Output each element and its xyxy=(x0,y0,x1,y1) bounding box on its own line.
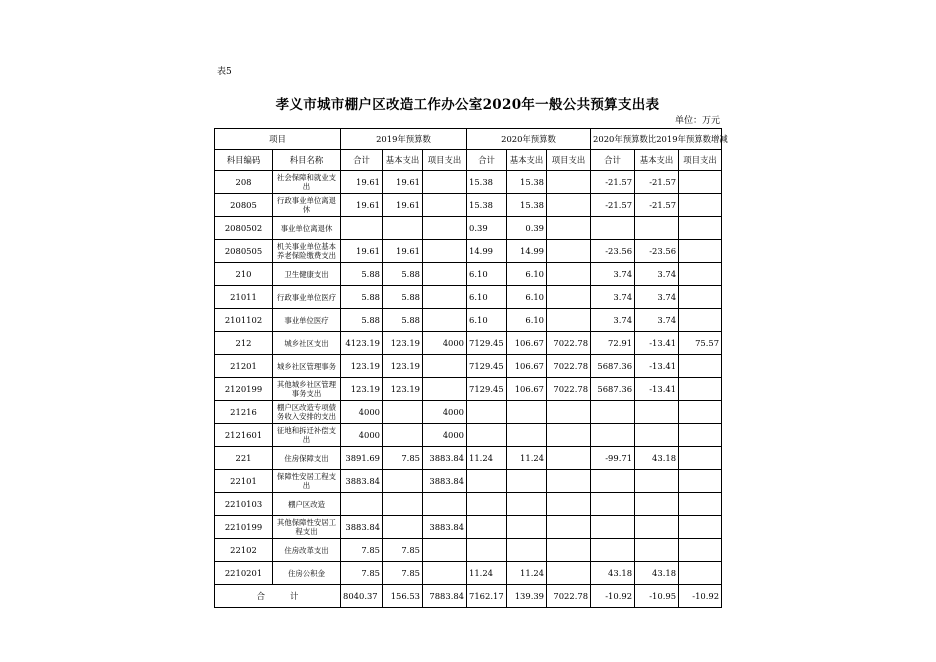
cell-diff-project xyxy=(679,493,722,516)
cell-2019-basic: 5.88 xyxy=(383,286,423,309)
cell-2019-total: 4000 xyxy=(341,424,383,447)
cell-diff-total xyxy=(591,401,635,424)
cell-diff-project xyxy=(679,378,722,401)
cell-2019-basic xyxy=(383,470,423,493)
cell-2019-project xyxy=(423,194,467,217)
cell-diff-basic xyxy=(635,401,679,424)
cell-2020-basic: 6.10 xyxy=(507,309,547,332)
table-row xyxy=(215,424,722,447)
cell-2020-project xyxy=(547,240,591,263)
cell-2019-total: 4000 xyxy=(341,401,383,424)
cell-diff-project xyxy=(679,171,722,194)
cell-diff-basic: 3.74 xyxy=(635,263,679,286)
cell-2019-project xyxy=(423,263,467,286)
table-header-row-1 xyxy=(215,129,722,150)
cell-2020-total: 14.99 xyxy=(467,240,507,263)
table-row xyxy=(215,171,722,194)
cell-subject-name: 征地和拆迁补偿支出 xyxy=(273,424,341,447)
table-number-label: 表5 xyxy=(217,67,232,77)
cell-2019-basic xyxy=(383,401,423,424)
cell-2020-project xyxy=(547,217,591,240)
cell-2019-total: 123.19 xyxy=(341,378,383,401)
cell-subject-code: 2101102 xyxy=(215,309,273,332)
cell-2020-basic: 6.10 xyxy=(507,286,547,309)
header-2019-budget: 2019年预算数 xyxy=(341,129,467,150)
cell-2019-total xyxy=(341,493,383,516)
cell-2020-project xyxy=(547,194,591,217)
cell-subject-code: 2080505 xyxy=(215,240,273,263)
cell-subject-name: 城乡社区管理事务 xyxy=(273,355,341,378)
cell-subject-name: 棚户区改造专项债务收入安排的支出 xyxy=(273,401,341,424)
cell-2019-total: 4123.19 xyxy=(341,332,383,355)
total-diff-basic: -10.95 xyxy=(635,585,679,608)
cell-subject-name: 其他城乡社区管理事务支出 xyxy=(273,378,341,401)
cell-2020-total: 7129.45 xyxy=(467,355,507,378)
cell-2020-project xyxy=(547,309,591,332)
cell-diff-basic xyxy=(635,493,679,516)
cell-2019-project xyxy=(423,217,467,240)
cell-diff-project xyxy=(679,424,722,447)
cell-2019-basic: 123.19 xyxy=(383,355,423,378)
cell-2019-total: 19.61 xyxy=(341,240,383,263)
cell-2019-total: 5.88 xyxy=(341,286,383,309)
cell-diff-total: 43.18 xyxy=(591,562,635,585)
cell-diff-total: -99.71 xyxy=(591,447,635,470)
cell-2020-basic xyxy=(507,516,547,539)
header-diff-project: 项目支出 xyxy=(679,150,722,171)
cell-subject-code: 2210199 xyxy=(215,516,273,539)
cell-2020-project xyxy=(547,562,591,585)
cell-2019-project: 3883.84 xyxy=(423,447,467,470)
unit-label: 单位：万元 xyxy=(674,116,720,126)
header-diff-total: 合计 xyxy=(591,150,635,171)
cell-2020-basic: 14.99 xyxy=(507,240,547,263)
cell-2019-total: 5.88 xyxy=(341,263,383,286)
cell-subject-name: 城乡社区支出 xyxy=(273,332,341,355)
cell-2019-total: 3883.84 xyxy=(341,470,383,493)
cell-2020-total: 15.38 xyxy=(467,171,507,194)
cell-2020-total xyxy=(467,401,507,424)
cell-diff-project xyxy=(679,355,722,378)
table-row xyxy=(215,217,722,240)
cell-diff-total xyxy=(591,539,635,562)
cell-2019-basic: 5.88 xyxy=(383,263,423,286)
total-diff-total: -10.92 xyxy=(591,585,635,608)
cell-subject-code: 208 xyxy=(215,171,273,194)
cell-subject-name: 事业单位医疗 xyxy=(273,309,341,332)
cell-subject-name: 行政事业单位医疗 xyxy=(273,286,341,309)
table-row xyxy=(215,378,722,401)
cell-2020-basic xyxy=(507,424,547,447)
cell-2019-basic xyxy=(383,217,423,240)
header-2020-budget: 2020年预算数 xyxy=(467,129,591,150)
cell-subject-name: 棚户区改造 xyxy=(273,493,341,516)
cell-2020-total xyxy=(467,424,507,447)
cell-subject-code: 21201 xyxy=(215,355,273,378)
table-row xyxy=(215,539,722,562)
table-row xyxy=(215,401,722,424)
total-2019-project: 7883.84 xyxy=(423,585,467,608)
table-row xyxy=(215,194,722,217)
cell-2019-basic xyxy=(383,424,423,447)
cell-subject-name: 社会保障和就业支出 xyxy=(273,171,341,194)
cell-2020-total: 11.24 xyxy=(467,447,507,470)
cell-subject-code: 2120199 xyxy=(215,378,273,401)
cell-2019-total: 19.61 xyxy=(341,194,383,217)
cell-diff-project xyxy=(679,263,722,286)
cell-2020-total: 6.10 xyxy=(467,263,507,286)
cell-2019-project: 4000 xyxy=(423,401,467,424)
cell-2020-total: 11.24 xyxy=(467,562,507,585)
header-diff-basic: 基本支出 xyxy=(635,150,679,171)
cell-diff-basic: -13.41 xyxy=(635,332,679,355)
cell-2020-total xyxy=(467,493,507,516)
cell-diff-basic: -21.57 xyxy=(635,194,679,217)
cell-subject-name: 行政事业单位离退休 xyxy=(273,194,341,217)
cell-diff-project xyxy=(679,516,722,539)
cell-2019-basic: 7.85 xyxy=(383,562,423,585)
cell-2020-project xyxy=(547,516,591,539)
cell-diff-basic: -13.41 xyxy=(635,355,679,378)
cell-diff-project xyxy=(679,217,722,240)
cell-2020-basic: 11.24 xyxy=(507,562,547,585)
cell-subject-name: 其他保障性安居工程支出 xyxy=(273,516,341,539)
cell-2020-total: 15.38 xyxy=(467,194,507,217)
cell-diff-project xyxy=(679,309,722,332)
cell-2020-project xyxy=(547,539,591,562)
cell-diff-project xyxy=(679,470,722,493)
total-2020-total: 7162.17 xyxy=(467,585,507,608)
cell-2019-basic: 19.61 xyxy=(383,240,423,263)
header-2019-basic: 基本支出 xyxy=(383,150,423,171)
table-row xyxy=(215,562,722,585)
cell-diff-total xyxy=(591,470,635,493)
cell-2019-project xyxy=(423,240,467,263)
cell-subject-code: 221 xyxy=(215,447,273,470)
cell-2019-project xyxy=(423,539,467,562)
cell-diff-total: 5687.36 xyxy=(591,355,635,378)
cell-2019-total: 123.19 xyxy=(341,355,383,378)
cell-2020-basic xyxy=(507,401,547,424)
total-diff-project: -10.92 xyxy=(679,585,722,608)
header-2019-total: 合计 xyxy=(341,150,383,171)
table-row xyxy=(215,447,722,470)
cell-diff-basic xyxy=(635,217,679,240)
cell-2019-project: 3883.84 xyxy=(423,470,467,493)
cell-diff-project xyxy=(679,562,722,585)
cell-diff-total xyxy=(591,516,635,539)
cell-2019-project xyxy=(423,355,467,378)
total-2020-basic: 139.39 xyxy=(507,585,547,608)
table-row xyxy=(215,263,722,286)
cell-diff-project xyxy=(679,401,722,424)
cell-2019-total: 5.88 xyxy=(341,309,383,332)
cell-diff-project xyxy=(679,286,722,309)
header-2020-basic: 基本支出 xyxy=(507,150,547,171)
cell-subject-code: 210 xyxy=(215,263,273,286)
cell-subject-code: 21216 xyxy=(215,401,273,424)
cell-2019-basic: 19.61 xyxy=(383,194,423,217)
cell-diff-project xyxy=(679,539,722,562)
header-2020-total: 合计 xyxy=(467,150,507,171)
cell-2019-total: 3883.84 xyxy=(341,516,383,539)
cell-2020-project: 7022.78 xyxy=(547,378,591,401)
total-label: 合 计 xyxy=(215,585,341,608)
cell-subject-code: 2210201 xyxy=(215,562,273,585)
cell-2020-basic xyxy=(507,470,547,493)
cell-2020-basic: 6.10 xyxy=(507,263,547,286)
header-subject-code: 科目编码 xyxy=(215,150,273,171)
table-row xyxy=(215,470,722,493)
page-title: 孝义市城市棚户区改造工作办公室2020年一般公共预算支出表 xyxy=(275,97,660,113)
header-diff: 2020年预算数比2019年预算数增减 xyxy=(591,129,722,150)
cell-2020-basic xyxy=(507,539,547,562)
cell-2020-project xyxy=(547,401,591,424)
cell-2019-project xyxy=(423,309,467,332)
cell-diff-total: 3.74 xyxy=(591,286,635,309)
cell-diff-basic xyxy=(635,470,679,493)
cell-diff-total xyxy=(591,217,635,240)
cell-2020-total: 7129.45 xyxy=(467,378,507,401)
cell-diff-basic: 3.74 xyxy=(635,309,679,332)
header-2020-project: 项目支出 xyxy=(547,150,591,171)
cell-2019-total: 7.85 xyxy=(341,539,383,562)
cell-2020-basic: 15.38 xyxy=(507,171,547,194)
cell-diff-total: -23.56 xyxy=(591,240,635,263)
cell-2020-project xyxy=(547,493,591,516)
cell-subject-code: 2121601 xyxy=(215,424,273,447)
cell-2019-project: 4000 xyxy=(423,332,467,355)
total-2020-project: 7022.78 xyxy=(547,585,591,608)
cell-diff-project xyxy=(679,240,722,263)
cell-subject-code: 21011 xyxy=(215,286,273,309)
table-row xyxy=(215,309,722,332)
cell-subject-code: 2210103 xyxy=(215,493,273,516)
cell-2019-project xyxy=(423,562,467,585)
cell-2020-basic: 15.38 xyxy=(507,194,547,217)
cell-2019-total: 3891.69 xyxy=(341,447,383,470)
cell-diff-project: 75.57 xyxy=(679,332,722,355)
cell-subject-code: 20805 xyxy=(215,194,273,217)
cell-2020-project xyxy=(547,424,591,447)
cell-2020-basic xyxy=(507,493,547,516)
cell-2020-total: 0.39 xyxy=(467,217,507,240)
table-row xyxy=(215,240,722,263)
cell-diff-basic: -13.41 xyxy=(635,378,679,401)
cell-2020-basic: 11.24 xyxy=(507,447,547,470)
cell-2020-basic: 106.67 xyxy=(507,378,547,401)
cell-diff-basic xyxy=(635,516,679,539)
header-project: 项目 xyxy=(215,129,341,150)
table-row xyxy=(215,332,722,355)
cell-diff-total: 5687.36 xyxy=(591,378,635,401)
cell-2020-basic: 106.67 xyxy=(507,332,547,355)
cell-2020-total: 7129.45 xyxy=(467,332,507,355)
cell-subject-name: 住房公积金 xyxy=(273,562,341,585)
cell-2020-total: 6.10 xyxy=(467,309,507,332)
cell-2019-project xyxy=(423,286,467,309)
cell-2019-basic xyxy=(383,493,423,516)
cell-2020-total xyxy=(467,516,507,539)
cell-2019-basic: 123.19 xyxy=(383,332,423,355)
cell-subject-code: 22102 xyxy=(215,539,273,562)
cell-diff-basic: 3.74 xyxy=(635,286,679,309)
cell-2020-project xyxy=(547,263,591,286)
cell-2020-project xyxy=(547,286,591,309)
total-row xyxy=(215,585,722,608)
table-row xyxy=(215,516,722,539)
cell-2019-total: 7.85 xyxy=(341,562,383,585)
cell-diff-total xyxy=(591,424,635,447)
cell-subject-name: 保障性安居工程支出 xyxy=(273,470,341,493)
table-header-row-2 xyxy=(215,150,722,171)
total-2019-total: 8040.37 xyxy=(341,585,383,608)
cell-2019-project: 4000 xyxy=(423,424,467,447)
cell-2019-basic xyxy=(383,516,423,539)
cell-diff-basic xyxy=(635,424,679,447)
cell-diff-total: 3.74 xyxy=(591,309,635,332)
table-row xyxy=(215,355,722,378)
cell-diff-total: 72.91 xyxy=(591,332,635,355)
cell-2019-project xyxy=(423,378,467,401)
cell-subject-name: 卫生健康支出 xyxy=(273,263,341,286)
cell-2019-basic: 7.85 xyxy=(383,447,423,470)
cell-diff-basic: 43.18 xyxy=(635,562,679,585)
cell-2020-basic: 106.67 xyxy=(507,355,547,378)
cell-2019-total xyxy=(341,217,383,240)
cell-diff-total: -21.57 xyxy=(591,171,635,194)
cell-2020-project xyxy=(547,447,591,470)
cell-diff-basic: -21.57 xyxy=(635,171,679,194)
cell-2019-project: 3883.84 xyxy=(423,516,467,539)
cell-diff-project xyxy=(679,447,722,470)
cell-subject-code: 22101 xyxy=(215,470,273,493)
cell-diff-total: -21.57 xyxy=(591,194,635,217)
cell-2020-total xyxy=(467,539,507,562)
cell-2020-project: 7022.78 xyxy=(547,355,591,378)
header-2019-project: 项目支出 xyxy=(423,150,467,171)
cell-subject-code: 212 xyxy=(215,332,273,355)
cell-subject-name: 住房保障支出 xyxy=(273,447,341,470)
cell-2019-project xyxy=(423,171,467,194)
cell-diff-basic: -23.56 xyxy=(635,240,679,263)
cell-2020-project: 7022.78 xyxy=(547,332,591,355)
cell-subject-name: 住房改革支出 xyxy=(273,539,341,562)
cell-2020-project xyxy=(547,171,591,194)
cell-diff-basic xyxy=(635,539,679,562)
cell-subject-code: 2080502 xyxy=(215,217,273,240)
cell-2020-basic: 0.39 xyxy=(507,217,547,240)
cell-2019-basic: 19.61 xyxy=(383,171,423,194)
cell-diff-total: 3.74 xyxy=(591,263,635,286)
cell-subject-name: 事业单位离退休 xyxy=(273,217,341,240)
table-row xyxy=(215,493,722,516)
cell-2019-basic: 123.19 xyxy=(383,378,423,401)
cell-subject-name: 机关事业单位基本养老保险缴费支出 xyxy=(273,240,341,263)
cell-diff-total xyxy=(591,493,635,516)
table-row xyxy=(215,286,722,309)
budget-table xyxy=(214,128,728,608)
header-subject-name: 科目名称 xyxy=(273,150,341,171)
cell-2019-total: 19.61 xyxy=(341,171,383,194)
cell-2020-total xyxy=(467,470,507,493)
cell-2019-project xyxy=(423,493,467,516)
total-2019-basic: 156.53 xyxy=(383,585,423,608)
cell-2019-basic: 7.85 xyxy=(383,539,423,562)
cell-2020-total: 6.10 xyxy=(467,286,507,309)
cell-diff-project xyxy=(679,194,722,217)
cell-2020-project xyxy=(547,470,591,493)
cell-diff-basic: 43.18 xyxy=(635,447,679,470)
cell-2019-basic: 5.88 xyxy=(383,309,423,332)
